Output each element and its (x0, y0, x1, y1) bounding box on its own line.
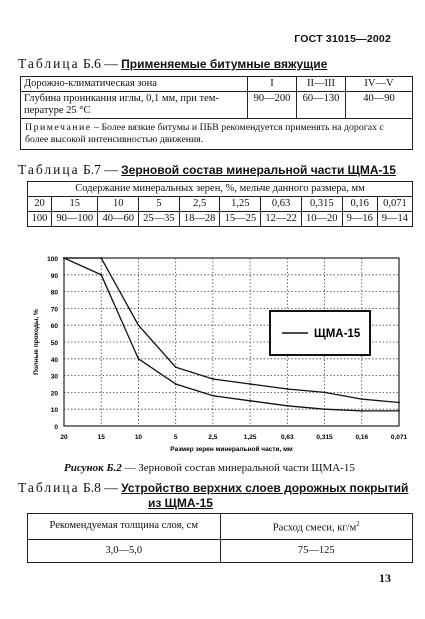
table-b8-caption (18, 480, 408, 496)
table-cell: 3,0—5,0 (28, 539, 221, 562)
table-b8 (27, 513, 413, 563)
table-header: Рекомендуемая толщина слоя, см (28, 514, 221, 540)
table-cell: 15 (52, 197, 98, 212)
table-cell: 10—20 (301, 212, 342, 227)
x-tick-label: 1,25 (243, 434, 257, 441)
y-tick-label: 70 (50, 306, 58, 314)
y-tick-label: 10 (50, 407, 58, 415)
figure-text: Зерновой состав минеральной части ЩМА-15 (138, 462, 355, 474)
table-cell: 90—200 (248, 92, 297, 119)
caption-title: Устройство верхних слоев дорожных покрытий (121, 481, 409, 495)
table-cell: 5 (139, 197, 180, 212)
y-tick-label: 100 (47, 256, 58, 263)
grading-chart (0, 250, 425, 460)
caption-word: Таблица (18, 480, 80, 495)
y-axis-label: Полные проходы, % (33, 309, 40, 375)
table-cell: II—III (297, 77, 346, 92)
page-number: 13 (379, 571, 391, 585)
data-point (249, 400, 251, 402)
data-point (212, 378, 214, 380)
y-tick-label: 80 (50, 289, 58, 297)
table-b7-caption (18, 162, 396, 178)
table-cell: 0,16 (342, 197, 377, 212)
caption-title: Применяемые битумные вяжущие (121, 57, 328, 71)
table-cell: 25—35 (139, 212, 180, 227)
data-point (100, 257, 102, 259)
data-point (138, 358, 140, 360)
data-point (324, 408, 326, 410)
data-point (398, 410, 400, 412)
table-b6-caption (18, 56, 327, 72)
caption-word: Таблица (18, 56, 80, 71)
table-cell: 0,071 (377, 197, 412, 212)
table-cell: Дорожно-климатическая зона (21, 77, 248, 92)
x-axis-label: Размер зерен минеральной части, мм (170, 446, 293, 453)
caption-number: Б.8 (83, 480, 101, 495)
table-cell: 20 (28, 197, 52, 212)
table-cell: IV—V (346, 77, 413, 92)
table-cell: 9—14 (377, 212, 412, 227)
data-point (63, 257, 65, 259)
table-row (28, 514, 413, 540)
table-row (28, 539, 413, 562)
table-cell: 12—22 (261, 212, 302, 227)
note-text: – Более вязкие битумы и ПБВ рекомендуется применять на дорогах с более высокой интенсивностью движения. (25, 122, 384, 145)
caption-number: Б.7 (83, 162, 101, 177)
table-row (21, 119, 413, 150)
y-tick-label: 90 (50, 272, 58, 280)
y-tick-label: 60 (50, 323, 58, 331)
caption-dash: — (104, 162, 118, 177)
table-cell: 0,315 (301, 197, 342, 212)
x-tick-label: 15 (97, 434, 105, 441)
x-tick-label: 0,071 (390, 434, 408, 441)
caption-dash: — (104, 480, 118, 495)
table-cell: 18—28 (179, 212, 220, 227)
data-point (324, 392, 326, 394)
table-row (28, 212, 413, 227)
x-tick-label: 5 (173, 434, 178, 441)
table-cell: 40—90 (346, 92, 413, 119)
x-tick-label: 0,315 (316, 434, 333, 441)
table-row (28, 182, 413, 197)
table-b6 (20, 76, 413, 150)
caption-word: Таблица (18, 162, 80, 177)
cell-line: пературе 25 °C (24, 105, 91, 116)
y-tick-label: 0 (54, 424, 58, 431)
x-tick-label: 0,16 (355, 434, 369, 441)
table-header: Содержание минеральных зерен, %, мельче данного размера, мм (28, 182, 413, 197)
data-point (361, 398, 363, 400)
caption-title: из ЩМА-15 (148, 496, 213, 510)
header-text: Расход смеси, кг/м (272, 522, 357, 534)
table-cell: 2,5 (179, 197, 220, 212)
x-tick-label: 10 (134, 434, 143, 441)
x-tick-label: 0,63 (281, 434, 294, 441)
y-tick-label: 50 (50, 340, 58, 347)
standard-number: ГОСТ 31015—2002 (294, 33, 391, 45)
y-tick-label: 40 (50, 356, 58, 364)
table-cell: 90—100 (52, 212, 98, 227)
data-point (286, 405, 288, 407)
table-cell: 1,25 (220, 197, 261, 212)
figure-label: Рисунок Б.2 (64, 462, 122, 474)
table-row (21, 77, 413, 92)
superscript: 2 (356, 520, 360, 528)
table-cell: 75—125 (220, 539, 413, 562)
table-row (21, 92, 413, 119)
figure-dash: — (124, 462, 136, 474)
table-cell (21, 92, 248, 119)
table-cell: 0,63 (261, 197, 302, 212)
data-point (398, 402, 400, 404)
table-b7 (27, 181, 413, 227)
data-point (249, 383, 251, 385)
table-note (21, 119, 413, 150)
table-cell: I (248, 77, 297, 92)
data-point (175, 383, 177, 385)
data-point (100, 274, 102, 276)
caption-number: Б.6 (83, 56, 101, 71)
figure-caption (64, 462, 355, 474)
x-tick-label: 20 (60, 434, 68, 441)
table-cell: 100 (28, 212, 52, 227)
caption-title: Зерновой состав минеральной части ЩМА-15 (121, 163, 396, 177)
data-point (138, 324, 140, 326)
legend-label: ЩМА-15 (314, 328, 361, 340)
cell-line: Глубина проникания иглы, 0,1 мм, при тем- (24, 93, 219, 104)
y-tick-label: 20 (50, 390, 58, 398)
data-point (286, 388, 288, 390)
table-cell: 9—16 (342, 212, 377, 227)
table-cell: 60—130 (297, 92, 346, 119)
table-cell: 40—60 (98, 212, 139, 227)
y-tick-label: 30 (50, 373, 58, 381)
caption-dash: — (104, 56, 118, 71)
table-cell: 15—25 (220, 212, 261, 227)
table-b8-caption-line2 (148, 495, 213, 511)
table-row (28, 197, 413, 212)
data-point (361, 410, 363, 412)
note-word: Примечание (25, 122, 92, 133)
table-header (220, 514, 413, 540)
data-point (212, 395, 214, 397)
data-point (175, 366, 177, 368)
table-cell: 10 (98, 197, 139, 212)
x-tick-label: 2,5 (208, 434, 218, 441)
